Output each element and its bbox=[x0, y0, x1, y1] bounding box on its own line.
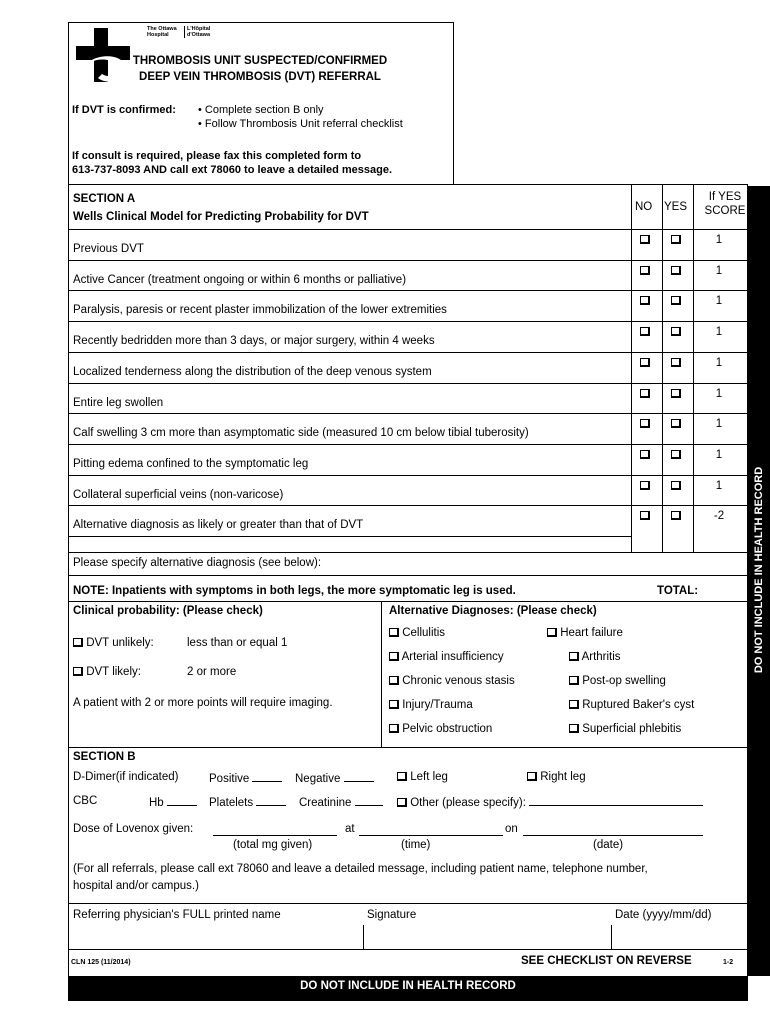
criterion-score: 1 bbox=[715, 387, 723, 400]
signature-field[interactable]: Signature bbox=[367, 909, 417, 921]
platelets-field[interactable]: Platelets bbox=[209, 795, 286, 809]
alternative-diagnosis-option[interactable]: Arthritis bbox=[569, 651, 621, 663]
alternative-diagnosis-option[interactable]: Superficial phlebitis bbox=[569, 723, 681, 735]
alternative-checkbox[interactable] bbox=[389, 676, 399, 685]
lovenox-date-input[interactable] bbox=[523, 835, 703, 836]
checklist-note: SEE CHECKLIST ON REVERSE bbox=[521, 955, 692, 967]
column-yes: YES bbox=[664, 201, 688, 213]
criterion-yes-checkbox[interactable] bbox=[671, 327, 681, 336]
negative-field[interactable]: Negative bbox=[295, 771, 374, 785]
bottom-banner: DO NOT INCLUDE IN HEALTH RECORD bbox=[68, 977, 748, 1001]
criterion-score: 1 bbox=[715, 326, 723, 339]
physician-name-field[interactable]: Referring physician's FULL printed name bbox=[73, 909, 281, 921]
row-divider bbox=[69, 536, 631, 537]
consult-instructions: If consult is required, please fax this completed form to bbox=[72, 150, 362, 162]
alternative-checkbox[interactable] bbox=[389, 724, 399, 733]
alternative-diagnosis-option[interactable]: Injury/Trauma bbox=[389, 699, 473, 711]
criterion-no-checkbox[interactable] bbox=[640, 419, 650, 428]
total-mg-caption: (total mg given) bbox=[233, 839, 313, 851]
criterion-label: Previous DVT bbox=[73, 243, 144, 255]
lovenox-dose-input[interactable] bbox=[213, 835, 337, 836]
hospital-name-fr: L'Hôpital d'Ottawa bbox=[187, 26, 211, 38]
ddimer-label: D-Dimer(if indicated) bbox=[73, 771, 179, 783]
criterion-no-checkbox[interactable] bbox=[640, 358, 650, 367]
criterion-no-checkbox[interactable] bbox=[640, 450, 650, 459]
side-banner-text: DO NOT INCLUDE IN HEALTH RECORD bbox=[753, 466, 765, 674]
alternative-diagnosis-option[interactable]: Chronic venous stasis bbox=[389, 675, 515, 687]
criterion-score: 1 bbox=[715, 234, 723, 246]
alternative-checkbox[interactable] bbox=[389, 628, 399, 637]
hospital-name-en: The Ottawa Hospital bbox=[147, 26, 177, 38]
criterion-yes-checkbox[interactable] bbox=[671, 450, 681, 459]
on-label: on bbox=[505, 823, 518, 835]
right-leg-option[interactable]: Right leg bbox=[527, 771, 586, 783]
criterion-label: Localized tenderness along the distribution of the deep venous system bbox=[73, 365, 432, 378]
row-divider bbox=[69, 321, 747, 322]
alternative-diagnosis-option[interactable]: Ruptured Baker's cyst bbox=[569, 699, 694, 711]
consult-instructions: 613-737-8093 AND call ext 78060 to leave a detailed message. bbox=[72, 164, 393, 176]
row-divider bbox=[69, 505, 747, 506]
at-label: at bbox=[345, 823, 355, 835]
time-caption: (time) bbox=[401, 839, 431, 851]
section-b-title: SECTION B bbox=[73, 751, 136, 763]
column-divider bbox=[381, 601, 382, 747]
criterion-yes-checkbox[interactable] bbox=[671, 481, 681, 490]
probability-title: Clinical probability: (Please check) bbox=[73, 605, 263, 617]
lovenox-time-input[interactable] bbox=[359, 835, 503, 836]
criterion-yes-checkbox[interactable] bbox=[671, 358, 681, 367]
alternative-checkbox[interactable] bbox=[389, 700, 399, 709]
criterion-label: Alternative diagnosis as likely or greater than that of DVT bbox=[73, 519, 364, 532]
alternative-diagnosis-option[interactable]: Post-op swelling bbox=[569, 675, 666, 687]
alternative-diagnosis-option[interactable]: Heart failure bbox=[547, 627, 623, 639]
other-option[interactable]: Other (please specify): bbox=[397, 795, 703, 809]
form-code: CLN 125 (11/2014) bbox=[71, 959, 131, 966]
criterion-label: Collateral superficial veins (non-varicose) bbox=[73, 488, 284, 501]
criterion-yes-checkbox[interactable] bbox=[671, 266, 681, 275]
criterion-score: 1 bbox=[715, 264, 723, 277]
criterion-score: 1 bbox=[715, 356, 723, 369]
row-divider bbox=[69, 444, 747, 445]
criterion-no-checkbox[interactable] bbox=[640, 296, 650, 305]
criterion-label: Calf swelling 3 cm more than asymptomatic side (measured 10 cm below tibial tuberosity) bbox=[73, 427, 529, 440]
row-divider bbox=[69, 383, 747, 384]
criterion-no-checkbox[interactable] bbox=[640, 266, 650, 275]
left-leg-option[interactable]: Left leg bbox=[397, 771, 448, 783]
logo-divider bbox=[184, 26, 185, 38]
hb-field[interactable]: Hb bbox=[149, 795, 197, 809]
row-divider bbox=[69, 290, 747, 291]
criterion-no-checkbox[interactable] bbox=[640, 389, 650, 398]
criterion-yes-checkbox[interactable] bbox=[671, 511, 681, 520]
form-title-line2: DEEP VEIN THROMBOSIS (DVT) REFERRAL bbox=[139, 71, 381, 83]
row-divider bbox=[69, 229, 747, 230]
alternative-checkbox[interactable] bbox=[569, 724, 579, 733]
alternatives-title: Alternative Diagnoses: (Please check) bbox=[389, 605, 597, 617]
confirmed-item: • Complete section B only bbox=[198, 104, 324, 116]
alternative-checkbox[interactable] bbox=[569, 652, 579, 661]
referral-note: (For all referrals, please call ext 78060 and leave a detailed message, including patient name, telephone number, bbox=[73, 863, 648, 875]
row-divider bbox=[69, 903, 747, 904]
section-a-subtitle: Wells Clinical Model for Predicting Probability for DVT bbox=[73, 211, 369, 223]
criterion-yes-checkbox[interactable] bbox=[671, 389, 681, 398]
confirmed-item: • Follow Thrombosis Unit referral checklist bbox=[198, 118, 403, 130]
column-score-1: If YES bbox=[708, 191, 742, 203]
criterion-label: Pitting edema confined to the symptomatic leg bbox=[73, 457, 309, 470]
column-no: NO bbox=[635, 201, 653, 213]
row-divider bbox=[69, 413, 747, 414]
dvt-likely-value: 2 or more bbox=[187, 666, 237, 678]
dvt-likely-option[interactable]: DVT likely: bbox=[73, 666, 141, 678]
specify-alternative-label: Please specify alternative diagnosis (see below): bbox=[73, 557, 322, 569]
column-divider bbox=[631, 185, 632, 552]
criterion-label: Active Cancer (treatment ongoing or within 6 months or palliative) bbox=[73, 273, 407, 286]
section-a-title: SECTION A bbox=[73, 193, 136, 205]
alternative-checkbox[interactable] bbox=[569, 676, 579, 685]
alternative-diagnosis-option[interactable]: Arterial insufficiency bbox=[389, 651, 504, 663]
form-body bbox=[68, 184, 748, 977]
alternative-checkbox[interactable] bbox=[389, 652, 399, 661]
row-divider bbox=[69, 575, 747, 576]
column-divider bbox=[662, 185, 663, 552]
right-leg-checkbox[interactable] bbox=[527, 772, 537, 781]
row-divider bbox=[69, 475, 747, 476]
dvt-likely-checkbox[interactable] bbox=[73, 667, 83, 676]
criterion-score: 1 bbox=[715, 295, 723, 308]
alternative-checkbox[interactable] bbox=[547, 628, 557, 637]
row-divider bbox=[69, 552, 747, 553]
criterion-no-checkbox[interactable] bbox=[640, 481, 650, 490]
lovenox-label: Dose of Lovenox given: bbox=[73, 823, 194, 835]
criterion-yes-checkbox[interactable] bbox=[671, 296, 681, 305]
criterion-yes-checkbox[interactable] bbox=[671, 419, 681, 428]
criterion-label: Recently bedridden more than 3 days, or major surgery, within 4 weeks bbox=[73, 335, 435, 348]
total-label: TOTAL: bbox=[657, 585, 699, 597]
form-title-line1: THROMBOSIS UNIT SUSPECTED/CONFIRMED bbox=[132, 55, 388, 67]
criterion-label: Entire leg swollen bbox=[73, 396, 164, 409]
confirmed-label: If DVT is confirmed: bbox=[72, 104, 176, 116]
field-divider bbox=[363, 925, 364, 949]
field-divider bbox=[611, 925, 612, 949]
alternative-checkbox[interactable] bbox=[569, 700, 579, 709]
criterion-score: -2 bbox=[713, 510, 725, 523]
row-divider bbox=[69, 260, 747, 261]
alternative-diagnosis-option[interactable]: Pelvic obstruction bbox=[389, 723, 492, 735]
positive-field[interactable]: Positive bbox=[209, 771, 282, 785]
date-field[interactable]: Date (yyyy/mm/dd) bbox=[615, 909, 712, 921]
criterion-score: 1 bbox=[715, 418, 723, 431]
date-caption: (date) bbox=[593, 839, 624, 851]
page-number: 1-2 bbox=[723, 959, 734, 966]
row-divider bbox=[69, 601, 747, 602]
other-checkbox[interactable] bbox=[397, 798, 407, 807]
row-divider bbox=[69, 352, 747, 353]
criterion-no-checkbox[interactable] bbox=[640, 511, 650, 520]
alternative-diagnosis-option[interactable]: Cellulitis bbox=[389, 627, 445, 639]
row-divider bbox=[69, 747, 747, 748]
row-divider bbox=[69, 949, 747, 950]
criterion-score: 1 bbox=[715, 479, 723, 492]
dvt-unlikely-value: less than or equal 1 bbox=[187, 637, 288, 649]
criterion-label: Paralysis, paresis or recent plaster immobilization of the lower extremities bbox=[73, 304, 447, 317]
creatinine-field[interactable]: Creatinine bbox=[299, 795, 383, 809]
imaging-note: A patient with 2 or more points will require imaging. bbox=[73, 697, 333, 709]
criterion-no-checkbox[interactable] bbox=[640, 235, 650, 244]
criterion-score: 1 bbox=[715, 448, 723, 461]
criterion-yes-checkbox[interactable] bbox=[671, 235, 681, 244]
dvt-unlikely-option[interactable]: DVT unlikely: bbox=[73, 637, 154, 649]
column-divider bbox=[693, 185, 694, 552]
inpatient-note: NOTE: Inpatients with symptoms in both legs, the more symptomatic leg is used. bbox=[73, 585, 516, 597]
left-leg-checkbox[interactable] bbox=[397, 772, 407, 781]
dvt-unlikely-checkbox[interactable] bbox=[73, 638, 83, 647]
cbc-label: CBC bbox=[73, 795, 98, 807]
column-score-2: SCORE bbox=[704, 205, 746, 217]
referral-note: hospital and/or campus.) bbox=[73, 880, 199, 892]
criterion-no-checkbox[interactable] bbox=[640, 327, 650, 336]
